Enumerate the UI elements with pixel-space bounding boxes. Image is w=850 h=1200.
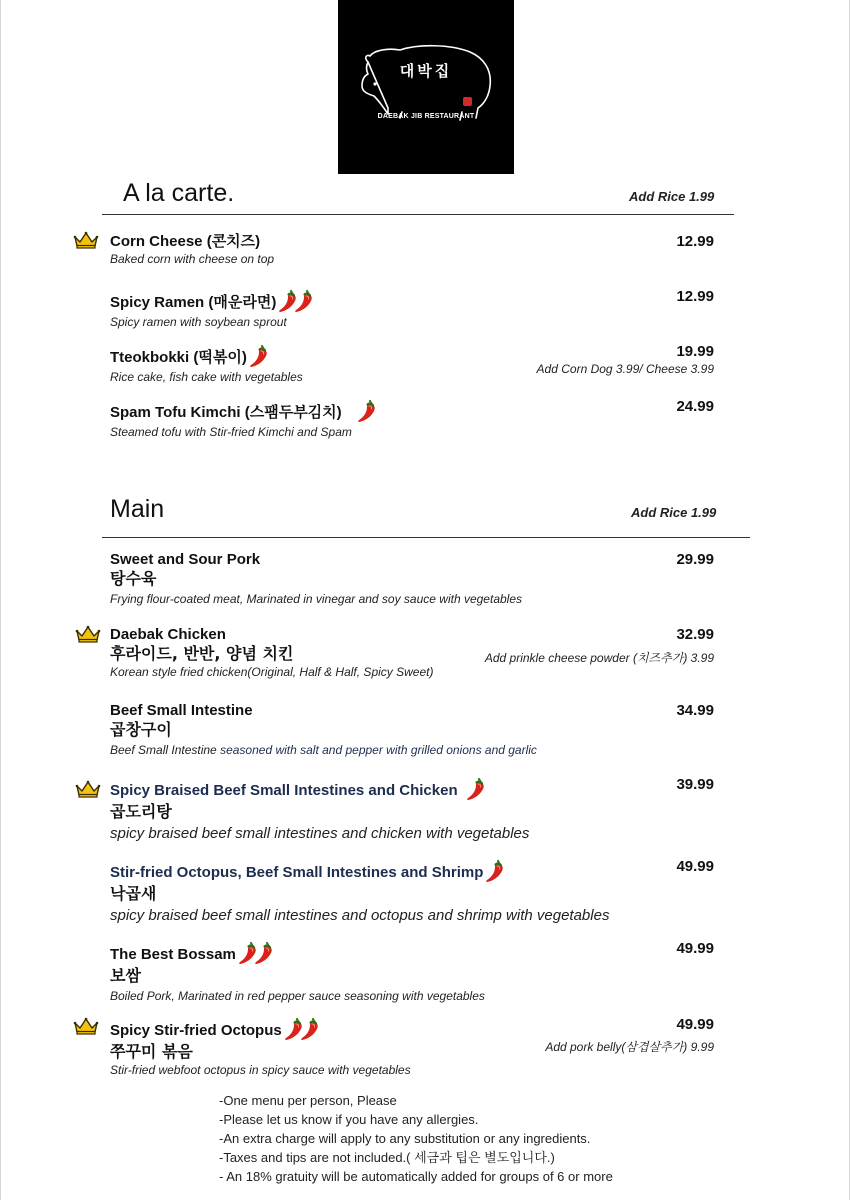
item-name: Daebak Chicken [110, 626, 226, 643]
item-addon: Add pork belly(삼겹살추가) 9.99 [545, 1040, 714, 1054]
item-korean-name: 곱창구이 [110, 720, 172, 739]
item-korean-name: 쭈꾸미 볶음 [110, 1042, 193, 1061]
page-edge-left [0, 0, 1, 1200]
chili-pepper-icon [253, 940, 275, 966]
item-description: spicy braised beef small intestines and octopus and shrimp with vegetables [110, 907, 610, 924]
item-price: 34.99 [676, 702, 714, 719]
a-la-carte-title: A la carte. [123, 179, 235, 207]
chili-pepper-icon [248, 343, 270, 369]
note-line: -Taxes and tips are not included.( 세금과 팁은 별도입니다.) [219, 1150, 555, 1165]
menu-item-spicy-ramen [110, 288, 315, 330]
item-name: Spam Tofu Kimchi (스팸두부김치) [110, 398, 378, 424]
chili-pepper-icon [356, 398, 378, 424]
menu-item-spicy-braised-beef-chicken [110, 776, 529, 844]
item-korean-name: 낙곱새 [110, 884, 157, 903]
item-korean-name: 후라이드, 반반, 양념 치킨 [110, 644, 294, 663]
item-description: Steamed tofu with Stir-fried Kimchi and Spam [110, 425, 352, 439]
chili-pepper-icon [465, 776, 487, 802]
crown-icon [75, 780, 101, 798]
note-line: -Please let us know if you have any allergies. [219, 1112, 479, 1127]
item-price: 49.99 [676, 940, 714, 957]
item-description: spicy braised beef small intestines and chicken with vegetables [110, 825, 530, 842]
item-price: 39.99 [676, 776, 714, 793]
menu-item-stir-fried-octopus-intestine-shrimp [110, 858, 609, 926]
chili-pepper-icon [484, 858, 506, 884]
a-la-carte-add-rice: Add Rice 1.99 [629, 189, 715, 204]
note-line: -An extra charge will apply to any substitution or any ingredients. [219, 1131, 591, 1146]
restaurant-logo [338, 0, 514, 174]
item-korean-name: 곱도리탕 [110, 802, 172, 821]
item-korean-name: 탕수육 [110, 569, 157, 588]
logo-korean-name: 대박집 [399, 62, 453, 80]
a-la-carte-divider [102, 214, 734, 215]
menu-notes [219, 1091, 613, 1186]
main-add-rice: Add Rice 1.99 [631, 505, 717, 520]
item-description: Frying flour-coated meat, Marinated in vinegar and soy sauce with vegetables [110, 592, 523, 606]
item-description: Spicy ramen with soybean sprout [110, 315, 287, 329]
item-price: 12.99 [676, 233, 714, 250]
item-name: Spicy Braised Beef Small Intestines and Chicken [110, 776, 529, 802]
logo-seal-icon [463, 97, 472, 106]
chili-pepper-icon [293, 288, 315, 314]
menu-item-beef-small-intestine [110, 702, 537, 758]
item-name: Beef Small Intestine [110, 702, 253, 719]
item-description: Rice cake, fish cake with vegetables [110, 370, 303, 384]
item-price: 12.99 [676, 288, 714, 305]
item-description: Boiled Pork, Marinated in red pepper sauce seasoning with vegetables [110, 989, 485, 1003]
menu-item-spicy-stir-fried-octopus [110, 1016, 411, 1078]
menu-item-daebak-chicken [110, 626, 433, 680]
item-description: Stir-fried webfoot octopus in spicy sauce with vegetables [110, 1063, 411, 1077]
pig-outline-icon [338, 0, 514, 174]
main-divider [102, 537, 750, 538]
crown-icon [73, 231, 99, 249]
item-price: 24.99 [676, 398, 714, 415]
item-name: Stir-fried Octopus, Beef Small Intestines and Shrimp [110, 858, 609, 884]
logo-subtitle: DAEBAK JIB RESTAURANT [377, 113, 475, 120]
menu-item-spam-tofu-kimchi [110, 398, 378, 440]
item-addon: Add prinkle cheese powder (치즈추가) 3.99 [484, 651, 714, 665]
menu-item-sweet-and-sour-pork [110, 551, 522, 607]
menu-item-best-bossam [110, 940, 485, 1004]
item-name: Spicy Ramen (매운라면) [110, 288, 315, 314]
item-korean-name: 보쌈 [110, 966, 141, 985]
item-name: Sweet and Sour Pork [110, 551, 261, 568]
item-name: Tteokbokki (떡볶이) [110, 343, 303, 369]
item-price: 32.99 [676, 626, 714, 643]
menu-item-tteokbokki [110, 343, 303, 385]
item-name: Corn Cheese (콘치즈) [110, 233, 261, 250]
item-name: Spicy Stir-fried Octopus [110, 1016, 411, 1042]
crown-icon [73, 1017, 99, 1035]
menu-item-corn-cheese [110, 233, 274, 267]
item-price: 29.99 [676, 551, 714, 568]
item-description: Beef Small Intestine seasoned with salt and pepper with grilled onions and garlic [110, 743, 537, 757]
main-title: Main [110, 495, 165, 523]
chili-pepper-icon [299, 1016, 321, 1042]
item-description: Baked corn with cheese on top [110, 252, 275, 266]
item-price: 19.99 [676, 343, 714, 360]
item-description: Korean style fried chicken(Original, Half & Half, Spicy Sweet) [110, 665, 434, 679]
note-line: - An 18% gratuity will be automatically added for groups of 6 or more [219, 1169, 613, 1184]
item-price: 49.99 [676, 858, 714, 875]
item-name: The Best Bossam [110, 940, 485, 966]
note-line: -One menu per person, Please [219, 1093, 397, 1108]
crown-icon [75, 625, 101, 643]
item-addon: Add Corn Dog 3.99/ Cheese 3.99 [536, 362, 714, 376]
item-price: 49.99 [676, 1016, 714, 1033]
